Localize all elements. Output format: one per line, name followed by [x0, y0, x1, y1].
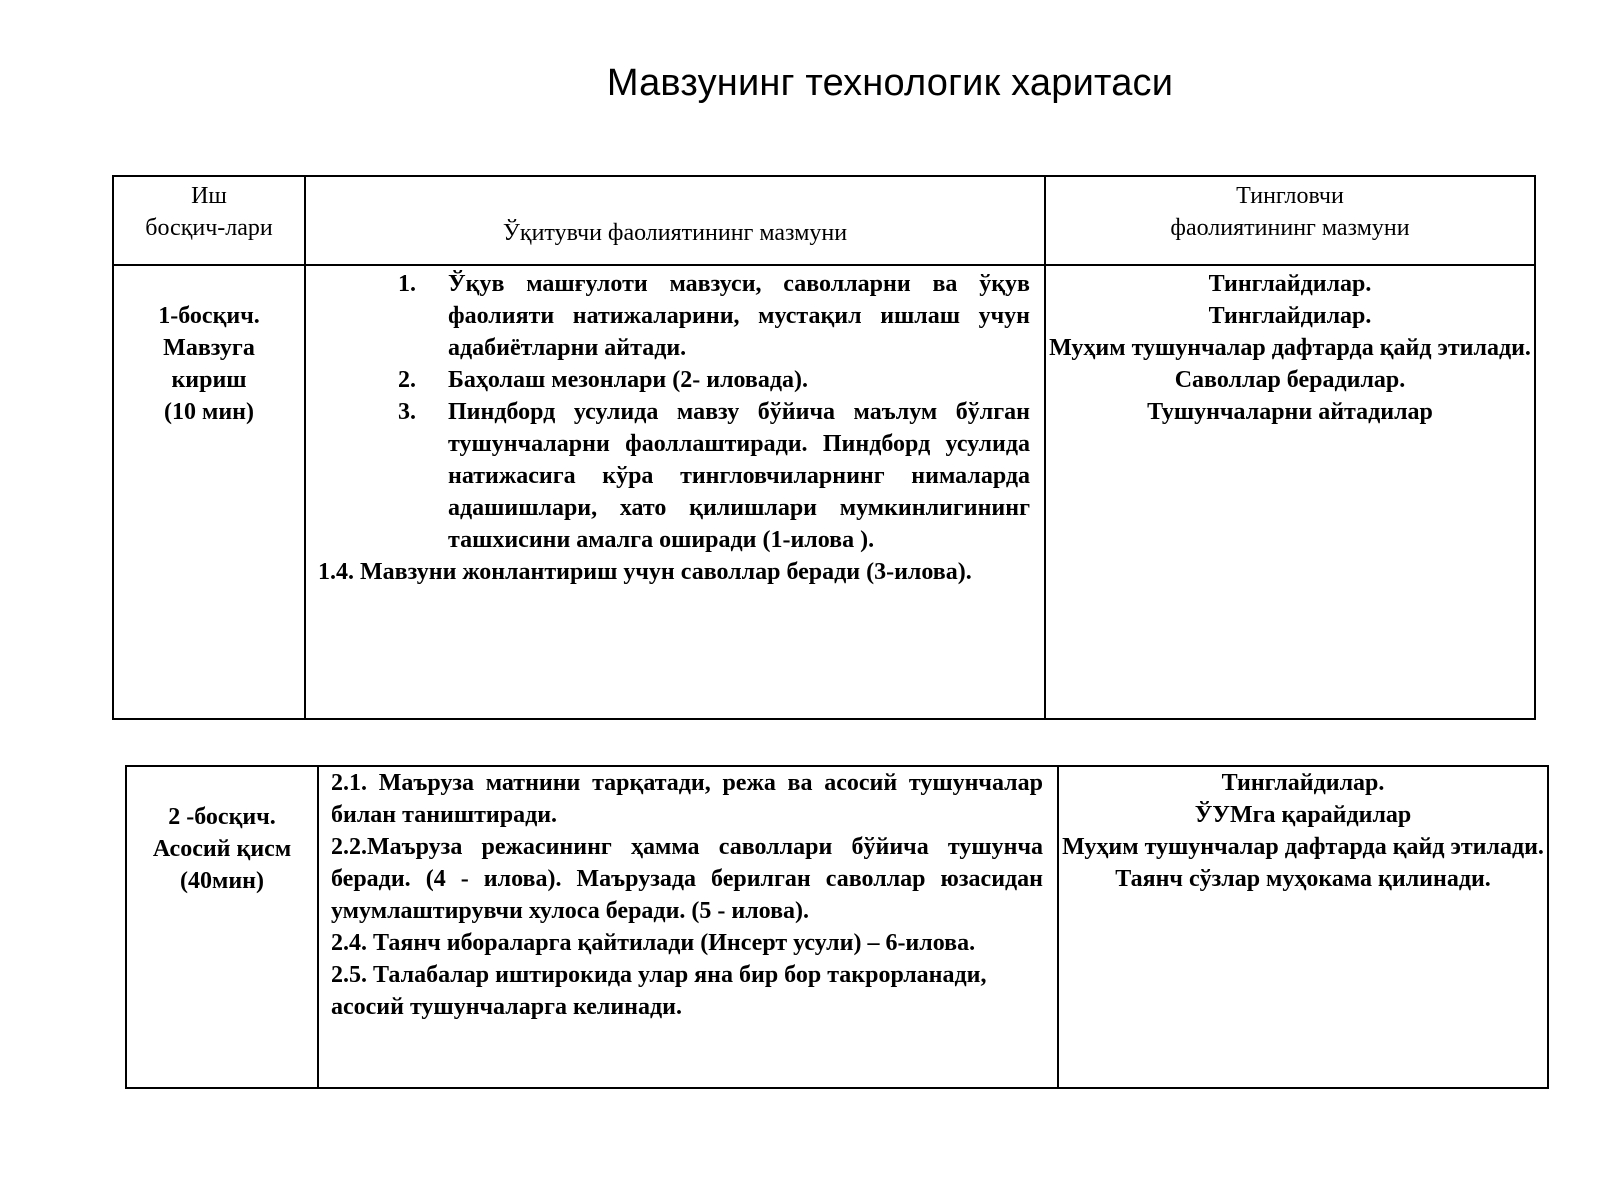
stage-1-cell — [113, 265, 305, 719]
header-listener — [1045, 176, 1535, 265]
stage-2-row — [126, 766, 1548, 1088]
header-stage-line-1: Иш — [191, 183, 227, 209]
list-item-text: Пиндборд усулида мавзу бўйича маълум бўлган тушунчаларни фаоллаштиради. Пиндборд усулида натижасига кўра тингловчиларнинг нималарда адашишлари, хато қилишлари мумкинлигининг ташхисини амалга оширади (1-илова ). — [448, 399, 1030, 553]
listener-line: ЎУМга қарайдилар — [1194, 802, 1412, 828]
header-teacher-label: Ўқитувчи фаолиятининг мазмуни — [502, 219, 848, 246]
header-teacher — [305, 176, 1045, 265]
header-stage — [113, 176, 305, 265]
header-stage-line-2: босқич-лари — [145, 215, 273, 241]
stage-2-item: 2.5. Талабалар иштирокида улар яна бир бор такрорланади, асосий тушунчаларга келинади. — [331, 962, 987, 1020]
list-item-number: 3. — [398, 399, 416, 425]
stage-1-line-3: кириш — [171, 367, 247, 393]
technology-map-table-2 — [125, 765, 1549, 1089]
stage-1-teacher-cell — [305, 265, 1045, 719]
list-item — [318, 364, 1030, 396]
stage-2-teacher-cell — [318, 766, 1058, 1088]
stage-1-teacher-extra: 1.4. Мавзуни жонлантириш учун саволлар беради (3-илова). — [318, 559, 972, 585]
list-item — [318, 268, 1030, 364]
stage-2-item: 2.2.Маъруза режасининг ҳамма саволлари бўйича тушунча беради. (4 - илова). Маърузада берилган саволлар юзасидан умумлаштирувчи хулоса беради. (5 - илова). — [331, 834, 1043, 924]
listener-line: Таянч сўзлар муҳокама қилинади. — [1115, 866, 1491, 892]
header-row — [113, 176, 1535, 265]
list-item-text: Баҳолаш мезонлари (2- иловада). — [448, 367, 809, 393]
list-item-number: 2. — [398, 367, 416, 393]
stage-1-line-1: 1-босқич. — [158, 303, 260, 329]
listener-line: Муҳим тушунчалар дафтарда қайд этилади. — [1062, 834, 1544, 860]
listener-line: Саволлар берадилар. — [1174, 367, 1406, 393]
listener-line: Тинглайдилар. — [1221, 770, 1385, 796]
stage-2-listener-cell — [1058, 766, 1548, 1088]
stage-1-line-2: Мавзуга — [163, 335, 255, 361]
list-item-text: Ўқув машғулоти мавзуси, саволларни ва ўқув фаолияти натижаларини, мустақил ишлаш учун адабиётларни айтади. — [448, 271, 1030, 361]
header-listener-line-1: Тингловчи — [1236, 183, 1344, 209]
stage-1-row — [113, 265, 1535, 719]
stage-2-cell — [126, 766, 318, 1088]
stage-1-line-4: (10 мин) — [164, 399, 254, 425]
listener-line: Тинглайдилар. — [1208, 271, 1372, 297]
stage-2-line-3: (40мин) — [180, 868, 264, 894]
page-title: Мавзунинг технологик харитаси — [606, 62, 1174, 104]
stage-1-listener-cell — [1045, 265, 1535, 719]
stage-1-teacher-list — [318, 268, 1030, 556]
stage-2-item: 2.4. Таянч ибораларга қайтилади (Инсерт усули) – 6-илова. — [331, 930, 976, 956]
list-item — [318, 396, 1030, 556]
stage-2-line-2: Асосий қисм — [152, 836, 292, 862]
header-listener-line-2: фаолиятининг мазмуни — [1170, 215, 1410, 241]
stage-2-line-1: 2 -босқич. — [168, 804, 276, 830]
list-item-number: 1. — [398, 271, 416, 297]
listener-line: Тинглайдилар. — [1208, 303, 1372, 329]
stage-2-item: 2.1. Маъруза матнини тарқатади, режа ва асосий тушунчалар билан таништиради. — [331, 770, 1043, 828]
listener-line: Муҳим тушунчалар дафтарда қайд этилади. — [1049, 335, 1531, 361]
technology-map-table-1 — [112, 175, 1536, 720]
listener-line: Тушунчаларни айтадилар — [1147, 399, 1433, 425]
